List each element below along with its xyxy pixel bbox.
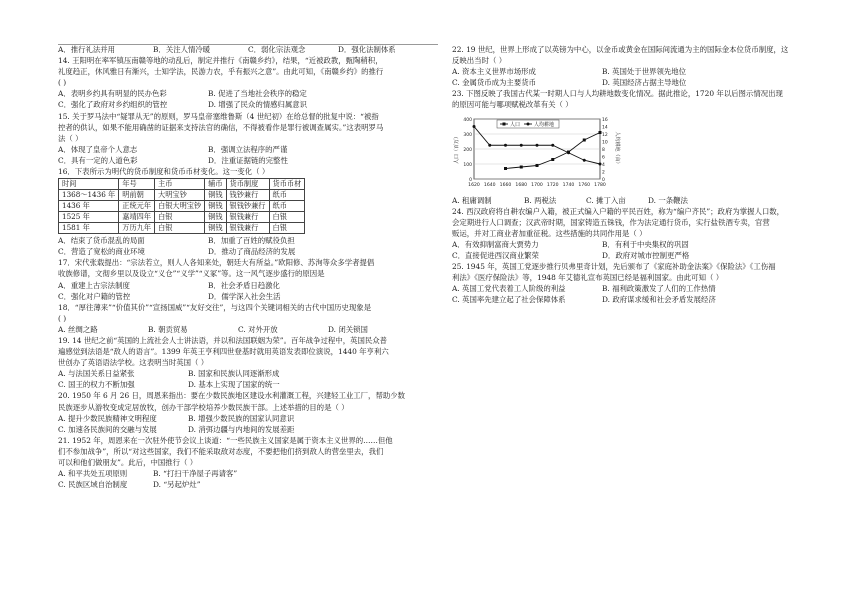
answer-option[interactable]: C．弱化宗法观念: [248, 45, 306, 54]
table-cell: 大明宝钞: [155, 190, 205, 201]
table-header-cell: 年号: [119, 179, 155, 190]
answer-option[interactable]: C．强化了政府对乡约组织的管控: [58, 100, 168, 110]
population-land-chart: [452, 113, 622, 193]
answer-options-row: [58, 413, 438, 424]
answer-options-row: [58, 291, 438, 302]
table-cell: 纸币: [269, 201, 305, 212]
table-cell: 白银: [269, 212, 305, 223]
question-text-line: ( ): [58, 313, 67, 323]
x-tick-label: 1780: [594, 182, 606, 188]
question-text-line: 遍感觉到法语是“敌人的语言”。1399 年英王亨利四世登基时就用英语发表即位演说，1440 年亨利六: [58, 347, 389, 357]
table-row: [59, 190, 305, 201]
question-text-line: 法（ ）: [58, 133, 83, 143]
x-tick-label: 1640: [483, 182, 496, 188]
answer-options-row: [452, 195, 824, 206]
answer-option[interactable]: D. 闭关锁国: [328, 324, 368, 334]
table-header-cell: 辅币: [205, 179, 226, 190]
answer-option[interactable]: B. 福利政策激发了人们的工作热情: [602, 284, 716, 294]
question-text-line: 可以和他们做朋友”。此后，中国推行（ ）: [58, 458, 198, 467]
table-header-row: [59, 179, 305, 190]
question-text-line: 15. 关于罗马法中“疑罪从无”的原则，罗马皇帝塞维鲁斯（4 世纪初）在给总督的批复中说：“被指: [58, 111, 379, 121]
question-text-line: 会定期进行人口调查；汉武帝时期，国家铸造五铢钱，作为法定通行货币，实行盐铁酒专卖，官营: [452, 217, 770, 227]
answer-option[interactable]: A．表明乡约具有明显的民办色彩: [58, 89, 167, 99]
question-text-line: 24. 西汉政府将自耕农编户入籍，被正式编入户籍的平民百姓，称为“编户齐民”；政府为掌握人口数，: [452, 206, 785, 216]
question-text-line: ( ): [58, 78, 67, 88]
data-point: [488, 143, 491, 146]
answer-option[interactable]: B．加重了百姓的赋役负担: [208, 236, 295, 246]
answer-option[interactable]: A. 资本主义世界市场形成: [452, 67, 536, 77]
answer-options-row: [452, 294, 824, 305]
question-text-line: 民族逐步从游牧变成定居放牧，创办干部学校培养少数民族干部。上述举措的目的是（ ）: [58, 402, 349, 412]
question-text-line: 14. 王阳明在率军镇压南赣等地的动乱后，制定并推行《南赣乡约》，结果，“近被政教，甄陶稍积，: [58, 56, 383, 66]
answer-options-row: [58, 368, 438, 379]
answer-options-row: [452, 250, 824, 261]
table-cell: 铜钱: [205, 201, 226, 212]
y-left-tick-label: 400: [463, 117, 472, 123]
data-point: [583, 138, 586, 141]
answer-option[interactable]: A．重建上古宗法制度: [58, 280, 130, 290]
right-column: [452, 44, 824, 306]
question-text-line: 利法》《医疗保险法》等，1948 年艾德礼宣布英国已经是福利国家。由此可知（ ）: [452, 273, 724, 283]
table-header-cell: 货币制度: [226, 179, 269, 190]
table-cell: 银钱钞兼行: [226, 201, 269, 212]
question-text-line: 们不参加战争”，所以“对这些国家，我们不能采取敌对态度，不要把他们挤到敌人的营垒里去，我们: [58, 446, 384, 456]
left-column: [58, 44, 438, 490]
table-cell: 正统元年: [119, 201, 155, 212]
answer-option[interactable]: C. 摊丁入亩: [586, 195, 626, 205]
legend-marker-0: [503, 122, 506, 125]
question-text-line: 18．“厚往薄来”“价值其价”“宣扬国威”“友好交往”，与这四个关键词相关的古代中国历史现象是: [58, 302, 372, 312]
question-text-line: 收族修谱，文彻乡里以及设立“义仓”“义学”“义冢”等。这一风气逐步盛行的原因是: [58, 269, 325, 279]
answer-options-row: [58, 324, 438, 335]
x-tick-label: 1680: [515, 182, 528, 188]
data-point: [583, 158, 586, 161]
answer-options-row: [58, 479, 438, 490]
question-text-line: 23. 下图反映了我国古代某一时期人口与人均耕地数变化情况。据此推论，1720 年以后图示情况出现: [452, 89, 783, 99]
x-tick-label: 1620: [468, 182, 480, 188]
table-row: [59, 201, 305, 212]
answer-options-row: [58, 424, 438, 435]
table-cell: 明前朝: [119, 190, 155, 201]
table-cell: 铜钱: [205, 223, 226, 234]
data-point: [599, 131, 602, 134]
x-tick-label: 1760: [578, 182, 591, 188]
answer-option[interactable]: D. 英国经济占据主导地位: [602, 78, 687, 88]
answer-options-row: [58, 468, 438, 479]
answer-option[interactable]: D．政府对城市控制更严格: [602, 251, 690, 261]
chart-container: [452, 111, 824, 195]
question-text-line: 世创办了英语语法学校。这表明当时英国（ ）: [58, 358, 209, 368]
data-point: [520, 143, 523, 146]
table-cell: 铜钱: [205, 190, 226, 201]
y-right-tick-label: 2: [602, 170, 605, 176]
answer-option[interactable]: D. 增强了民众的情感归属意识: [208, 100, 308, 110]
table-row: [59, 212, 305, 223]
table-cell: 白银: [155, 223, 205, 234]
answer-options-row: [58, 155, 438, 166]
y-left-tick-label: 0: [469, 177, 472, 183]
answer-option[interactable]: D. 政府谋求缓和社会矛盾发展经济: [602, 295, 716, 305]
answer-option[interactable]: C. 加速各民族间的交融与发展: [58, 424, 157, 434]
answer-option[interactable]: B. 促进了当地社会秩序的稳定: [208, 89, 307, 99]
y-right-tick-label: 8: [602, 147, 605, 153]
answer-options-row: [452, 239, 824, 250]
y-left-tick-label: 300: [463, 132, 472, 138]
answer-option[interactable]: B. 国家和民族认同逐渐形成: [188, 369, 280, 379]
y-right-tick-label: 12: [602, 132, 608, 138]
y-left-tick-label: 100: [463, 162, 472, 168]
data-point: [504, 143, 507, 146]
y-left-tick-label: 200: [463, 147, 472, 153]
answer-option[interactable]: C．直接促进西汉商业繁荣: [452, 251, 539, 261]
answer-option[interactable]: A. 租庸调制: [452, 195, 492, 205]
table-cell: 铜钱: [205, 212, 226, 223]
question-text-line: 19. 14 世纪之前“英国的上流社会人士讲法语，并以和法国联姻为荣”。百年战争过程中，英国民众普: [58, 335, 388, 345]
data-point: [473, 125, 476, 128]
answer-option[interactable]: A. 和平共处五项原则: [58, 469, 128, 479]
table-cell: 1368～1436 年: [59, 190, 119, 201]
y-right-tick-label: 14: [602, 125, 608, 131]
data-point: [551, 158, 554, 161]
table-cell: 1525 年: [59, 212, 119, 223]
answer-options-row: [58, 144, 438, 155]
table-header-cell: 货币币材: [269, 179, 305, 190]
answer-option[interactable]: A. 提升少数民族精神文明程度: [58, 413, 157, 423]
question-text-line: 22. 19 世纪，世界上形成了以英镑为中心，以金币或黄金在国际间流通为主的国际金本位货币制度，这: [452, 45, 789, 54]
question-text-line: 16．下表所示为明代的货币制度和货币币材变化。这一变化（ ）: [58, 167, 270, 177]
answer-option[interactable]: B. 英国处于世界领先地位: [602, 67, 687, 77]
question-text-line: 17．宋代张载提出：“宗法若立，则人人各知来处，朝廷大有所益。”欧阳修、苏洵等众多学者提倡: [58, 258, 375, 268]
answer-option[interactable]: D．儒学深入社会生活: [208, 291, 281, 301]
data-point: [536, 164, 539, 167]
legend-label-0: 人口: [510, 121, 521, 128]
data-point: [536, 143, 539, 146]
question-text-line: 的原因可能与哪项赋税改革有关（ ）: [452, 100, 573, 110]
question-text-line: 贩运，并对工商业者加重征税。这些措施的共同作用是（ ）: [452, 228, 647, 238]
answer-option[interactable]: C. 金属货币成为主要货币: [452, 78, 536, 88]
answer-option[interactable]: B. 增强少数民族的国家认同意识: [188, 413, 295, 423]
legend-label-1: 人均耕地: [534, 121, 555, 128]
y-right-tick-label: 0: [602, 177, 605, 183]
question-text-line: 20. 1950 年 6 月 26 日，周恩来指出：要在少数民族地区建设水利灌溉工程，兴建轻工业工厂，帮助少数: [58, 391, 406, 401]
answer-option[interactable]: C．强化对户籍的管控: [58, 291, 131, 301]
answer-option[interactable]: A. 与法国关系日益紧张: [58, 369, 135, 379]
x-tick-label: 1740: [562, 182, 575, 188]
data-point: [520, 165, 523, 168]
answer-option[interactable]: B．关注人情冷暖: [153, 45, 211, 54]
answer-options-row: [58, 379, 438, 390]
table-cell: 白银: [155, 212, 205, 223]
x-tick-label: 1720: [546, 182, 559, 188]
table-cell: 白银: [269, 223, 305, 234]
answer-option[interactable]: C. 国王的权力不断加强: [58, 380, 135, 390]
answer-options-row: [58, 246, 438, 257]
table-cell: 1436 年: [59, 201, 119, 212]
answer-option[interactable]: A．有效抑制富商大贾势力: [452, 239, 539, 249]
y-left-axis-title: 人口（百万）: [454, 133, 460, 164]
table-cell: 银钱兼行: [226, 223, 269, 234]
question-text-line: 控者的供认，如果不能用确凿的证据来支持法官的确信，不得被看作是罪行被调查属实。”这表明罗马: [58, 122, 384, 132]
table-cell: 万历九年: [119, 223, 155, 234]
answer-option[interactable]: D. “另起炉灶”: [153, 480, 201, 490]
answer-option[interactable]: D．强化法制体系: [338, 45, 396, 54]
answer-option[interactable]: C. 英国率先建立起了社会保障体系: [452, 295, 566, 305]
answer-options-row: [452, 77, 824, 88]
answer-option[interactable]: D. 基本上实现了国家的统一: [188, 380, 280, 390]
answer-option[interactable]: A. 英国工党代表着工人阶级的利益: [452, 284, 566, 294]
answer-options-row: [58, 235, 438, 246]
table-cell: 嘉靖四年: [119, 212, 155, 223]
answer-options-row: [58, 99, 438, 110]
answer-option[interactable]: B. “打扫干净屋子再请客”: [153, 469, 238, 479]
answer-option[interactable]: C．具有一定的人道色彩: [58, 155, 138, 165]
answer-option[interactable]: B．强调立法程序的严谨: [208, 144, 288, 154]
answer-option[interactable]: B．社会矛盾日趋激化: [208, 280, 280, 290]
answer-option[interactable]: C. 民族区域自治制度: [58, 480, 128, 490]
answer-option[interactable]: D．注重证据链的完整性: [208, 155, 288, 165]
question-text-line: 25. 1945 年，英国工党逐步推行贝弗里奇计划，先后颁布了《家庭补助金法案》《保险法》《工伤福: [452, 262, 776, 272]
legend-marker-1: [527, 122, 530, 125]
data-point: [551, 143, 554, 146]
table-header-cell: 时间: [59, 179, 119, 190]
x-tick-label: 1660: [499, 182, 512, 188]
answer-option[interactable]: A．体现了皇帝个人意志: [58, 144, 138, 154]
currency-table: [58, 178, 305, 234]
y-right-tick-label: 10: [602, 140, 608, 146]
data-point: [567, 151, 570, 154]
table-header-cell: 主币: [155, 179, 205, 190]
y-right-tick-label: 16: [602, 117, 608, 123]
answer-options-row: [452, 283, 824, 294]
table-cell: 白银大明宝钞: [155, 201, 205, 212]
y-right-tick-label: 4: [602, 162, 605, 168]
answer-options-row: [58, 280, 438, 291]
table-cell: 1581 年: [59, 223, 119, 234]
answer-option[interactable]: A. 丝绸之路: [58, 324, 98, 334]
x-tick-label: 1700: [531, 182, 543, 188]
table-cell: 纸币: [269, 190, 305, 201]
answer-option[interactable]: D. 消弭边疆与内地间的发展差距: [188, 424, 295, 434]
question-text-line: 21. 1952 年，周恩来在一次驻外使节会议上谈道：“一些民族主义国家是属于资本主义世界的……但他: [58, 435, 393, 445]
answer-option[interactable]: C．营造了宽松的商业环境: [58, 247, 145, 257]
answer-options-row: [58, 44, 438, 55]
table-cell: 钱钞兼行: [226, 190, 269, 201]
y-right-axis-title: 人均耕地（亩）: [614, 131, 620, 167]
table-cell: 银钱兼行: [226, 212, 269, 223]
answer-options-row: [452, 66, 824, 77]
question-text-line: 礼度趋正，休风雅日有渐兴，士知学法，民游力农，乎有振兴之意”。由此可知，《南赣乡约》的推行: [58, 67, 384, 77]
answer-option[interactable]: B. 两税法: [524, 195, 557, 205]
answer-option[interactable]: B．有利于中央集权的巩固: [602, 239, 689, 249]
answer-option[interactable]: B. 朝贡贸易: [148, 324, 188, 334]
question-text-line: 反映出当时（ ）: [452, 56, 507, 66]
y-right-tick-label: 6: [602, 155, 605, 161]
table-row: [59, 223, 305, 234]
series-line-0: [506, 132, 601, 168]
answer-option[interactable]: D．推动了商品经济的发展: [208, 247, 296, 257]
data-point: [599, 162, 602, 165]
answer-option[interactable]: C. 对外开放: [238, 324, 278, 334]
answer-option[interactable]: D. 一条鞭法: [648, 195, 688, 205]
answer-options-row: [58, 88, 438, 99]
answer-option[interactable]: A．推行礼法并用: [58, 45, 116, 54]
data-point: [504, 167, 507, 170]
answer-option[interactable]: A．结束了货币混乱的局面: [58, 236, 145, 246]
